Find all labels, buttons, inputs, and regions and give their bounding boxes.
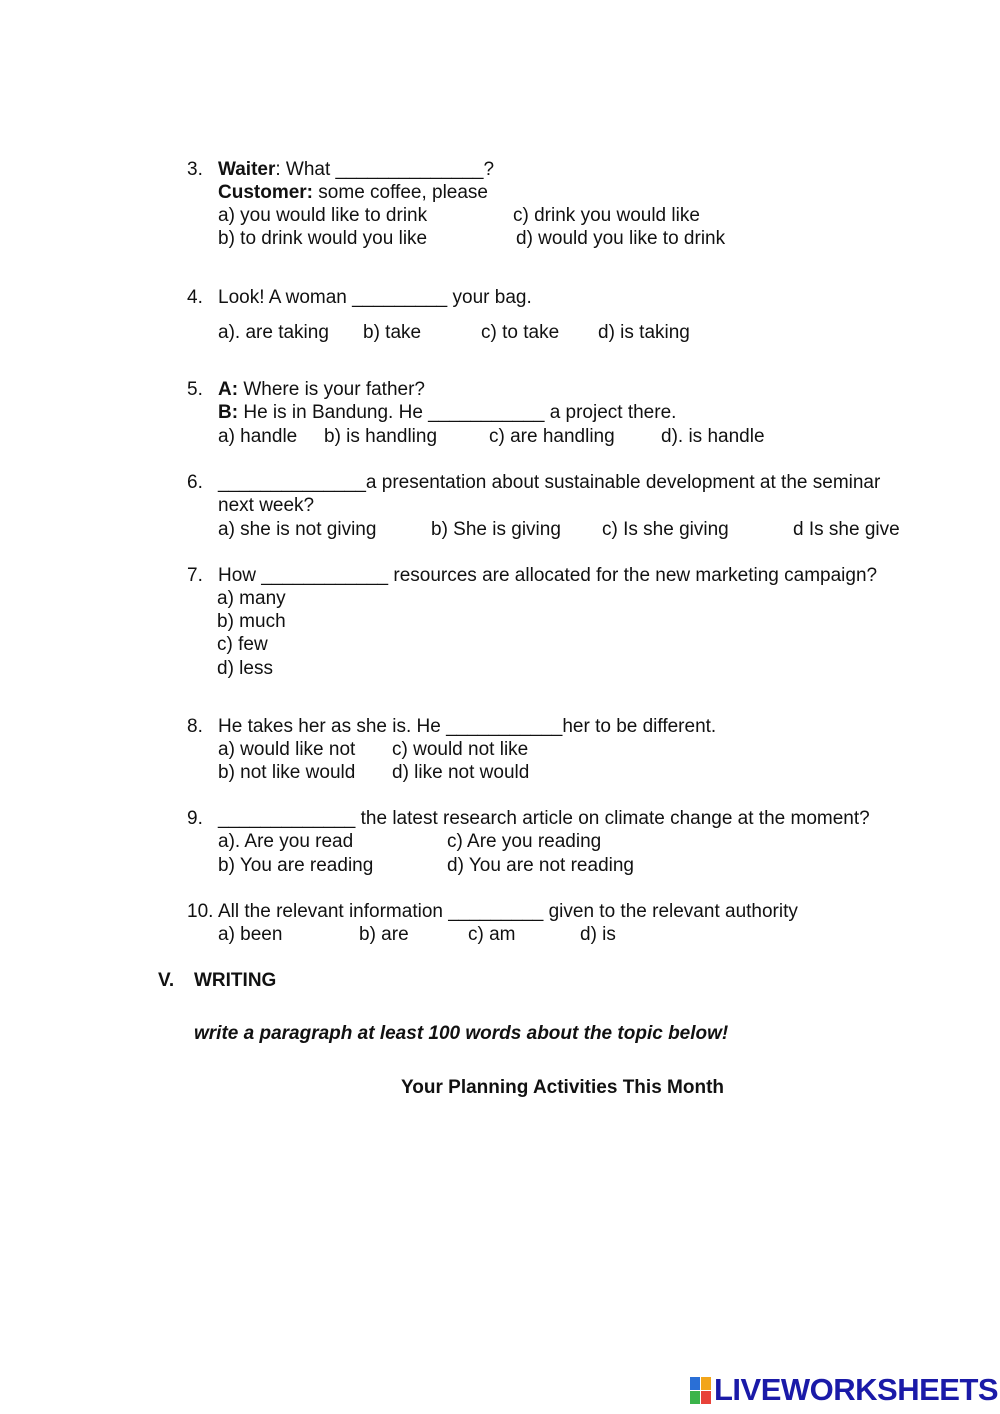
speaker-label: Customer: <box>218 182 314 203</box>
option-d: d Is she give <box>793 519 900 540</box>
speaker-label: B: <box>218 402 239 423</box>
question-text: All the relevant information _________ given to the relevant authority <box>218 901 798 922</box>
question-number: 9. <box>187 808 203 829</box>
logo-text: LIVEWORKSHEETS <box>714 1372 999 1407</box>
question-number: 6. <box>187 472 203 493</box>
option-c: c) are handling <box>489 426 615 447</box>
question-number: 10. <box>187 901 214 922</box>
option-a: a) handle <box>218 426 298 447</box>
option-c: c) few <box>217 634 268 655</box>
question-number: 8. <box>187 716 203 737</box>
option-b: b) is handling <box>324 426 438 447</box>
question-number: 7. <box>187 565 203 586</box>
answer-text: some coffee, please <box>313 182 488 203</box>
question-line <box>218 158 494 181</box>
option-a: a) she is not giving <box>218 519 377 540</box>
question-text: He takes her as she is. He ___________her to be different. <box>218 716 717 737</box>
option-d: d) is <box>580 924 616 945</box>
option-a: a) you would like to drink <box>218 205 428 226</box>
option-c: c) Are you reading <box>447 831 602 852</box>
question-number: 3. <box>187 159 203 180</box>
option-d: d) would you like to drink <box>516 228 726 249</box>
option-b: b) are <box>359 924 409 945</box>
section-numeral: V. <box>158 970 175 991</box>
option-b: b) take <box>363 322 422 343</box>
option-b: b) not like would <box>218 762 356 783</box>
liveworksheets-logo <box>690 1374 998 1406</box>
question-text: : What ______________? <box>275 159 495 180</box>
answer-text: He is in Bandung. He ___________ a project there. <box>238 402 677 423</box>
question-text: _____________ the latest research article on climate change at the moment? <box>218 808 870 829</box>
logo-tile <box>701 1391 711 1404</box>
option-d: d) like not would <box>392 762 530 783</box>
question-line <box>218 378 425 401</box>
option-c: c) Is she giving <box>602 519 729 540</box>
option-a: a) would like not <box>218 739 356 760</box>
logo-tile <box>690 1377 700 1390</box>
option-c: c) drink you would like <box>513 205 700 226</box>
option-b: b) much <box>217 611 286 632</box>
option-b: b) to drink would you like <box>218 228 428 249</box>
question-text: Look! A woman _________ your bag. <box>218 287 532 308</box>
answer-line <box>218 401 676 424</box>
question-text: How ____________ resources are allocated for the new marketing campaign? <box>218 565 878 586</box>
option-c: c) would not like <box>392 739 529 760</box>
question-number: 5. <box>187 379 203 400</box>
speaker-label: A: <box>218 379 239 400</box>
option-c: c) to take <box>481 322 560 343</box>
answer-line <box>218 181 488 204</box>
question-text: Where is your father? <box>238 379 425 400</box>
section-heading: WRITING <box>194 970 277 991</box>
option-d: d) You are not reading <box>447 855 634 876</box>
option-d: d) less <box>217 658 273 679</box>
option-a: a) many <box>217 588 286 609</box>
option-b: b) She is giving <box>431 519 561 540</box>
option-a: a). Are you read <box>218 831 354 852</box>
option-d: d) is taking <box>598 322 690 343</box>
writing-topic: Your Planning Activities This Month <box>401 1077 725 1098</box>
logo-icon <box>690 1376 712 1404</box>
option-c: c) am <box>468 924 516 945</box>
writing-instruction: write a paragraph at least 100 words about the topic below! <box>194 1023 729 1044</box>
question-text: ______________a presentation about sustainable development at the seminar <box>218 472 881 493</box>
question-text-continued: next week? <box>218 495 315 516</box>
speaker-label: Waiter <box>218 159 276 180</box>
option-d: d). is handle <box>661 426 765 447</box>
logo-tile <box>701 1377 711 1390</box>
option-a: a) been <box>218 924 283 945</box>
logo-tile <box>690 1391 700 1404</box>
question-number: 4. <box>187 287 203 308</box>
option-b: b) You are reading <box>218 855 374 876</box>
option-a: a). are taking <box>218 322 329 343</box>
